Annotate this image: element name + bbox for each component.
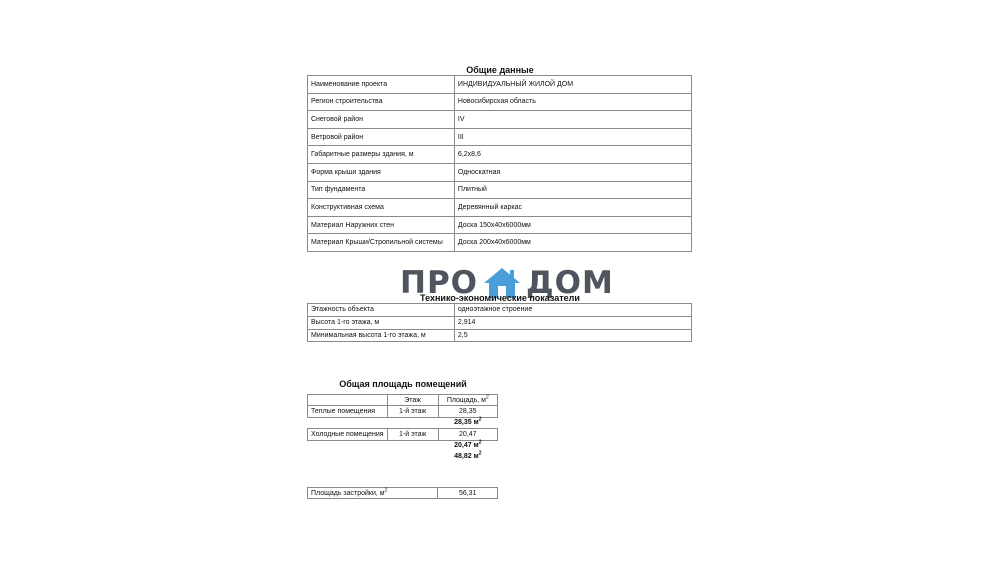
row-value: 6,2х8,6 xyxy=(454,146,691,164)
cold-total: 20,47 $м^2$ xyxy=(454,439,482,450)
row-value: III xyxy=(454,128,691,146)
grand-total: 48,82 $м^2$ xyxy=(454,450,482,460)
table-row xyxy=(308,76,692,94)
cold-rooms-label: Холодные помещения xyxy=(308,429,388,440)
row-value: Деревянный каркас xyxy=(454,199,691,217)
row-value: Доска 150х40х6000мм xyxy=(454,216,691,234)
row-label: Высота 1-го этажа, м xyxy=(308,316,455,329)
row-label: Этажность объекта xyxy=(308,304,455,317)
row-label: Конструктивная схема xyxy=(308,199,455,217)
grand-total-row xyxy=(308,451,498,461)
row-label: Тип фундамента xyxy=(308,181,455,199)
row-label: Материал Крыши/Стропильной системы xyxy=(308,234,455,252)
logo-text-left: ПРО xyxy=(400,264,479,301)
row-label: Минимальная высота 1-го этажа, м xyxy=(308,329,455,342)
general-title: Общие данные xyxy=(466,65,534,75)
row-label: Габаритные размеры здания, м xyxy=(308,146,455,164)
tech-title: Технико-экономические показатели xyxy=(420,293,580,303)
warm-rooms-area: 28,35 xyxy=(438,406,497,417)
area-table xyxy=(307,394,498,461)
row-value: одноэтажное строение xyxy=(454,304,691,317)
table-row xyxy=(308,216,692,234)
warm-total-row xyxy=(308,417,498,428)
warm-rooms-label: Теплые помещения xyxy=(308,406,388,417)
building-area-row xyxy=(308,488,498,499)
cold-total-row xyxy=(308,440,498,451)
warm-total: 28,35 $м^2$ xyxy=(454,417,482,427)
warm-rooms-floor: 1-й этаж xyxy=(387,406,438,417)
table-row xyxy=(308,199,692,217)
table-row xyxy=(308,234,692,252)
table-row xyxy=(308,146,692,164)
row-value: Новосибирская область xyxy=(454,93,691,111)
table-row xyxy=(308,128,692,146)
row-value: 2,914 xyxy=(454,316,691,329)
table-row xyxy=(308,93,692,111)
row-value: IV xyxy=(454,111,691,129)
table-row xyxy=(308,163,692,181)
table-row xyxy=(308,329,692,342)
cold-rooms-area: 20,47 xyxy=(438,429,497,440)
area-header-floor: Этаж xyxy=(387,395,438,406)
row-label: Наименование проекта xyxy=(308,76,455,94)
table-row xyxy=(308,181,692,199)
row-value: Односкатная xyxy=(454,163,691,181)
table-row xyxy=(308,111,692,129)
logo-text-right: ДОМ xyxy=(526,264,614,301)
table-row xyxy=(308,304,692,317)
building-area-label: Площадь застройки, $м^2$ xyxy=(308,488,438,499)
area-header-area: Площадь, $м^2$ xyxy=(438,395,497,406)
building-area-value: 56,31 xyxy=(438,488,498,499)
building-area-table xyxy=(307,487,498,499)
table-row xyxy=(308,316,692,329)
row-value: Доска 200х40х6000мм xyxy=(454,234,691,252)
row-value: ИНДИВИДУАЛЬНЫЙ ЖИЛОЙ ДОМ xyxy=(454,76,691,94)
area-title: Общая площадь помещений xyxy=(339,379,467,389)
row-label: Ветровой район xyxy=(308,128,455,146)
row-value: Плитный xyxy=(454,181,691,199)
area-header-empty xyxy=(308,395,388,406)
row-label: Материал Наружних стен xyxy=(308,216,455,234)
row-label: Снеговой район xyxy=(308,111,455,129)
cold-rooms-row xyxy=(308,429,498,440)
general-data-table xyxy=(307,75,692,252)
cold-rooms-floor: 1-й этаж xyxy=(387,429,438,440)
row-label: Форма крыши здания xyxy=(308,163,455,181)
tech-indicators-table xyxy=(307,303,692,342)
row-label: Регион строительства xyxy=(308,93,455,111)
warm-rooms-row xyxy=(308,406,498,417)
area-header-row xyxy=(308,395,498,406)
row-value: 2,5 xyxy=(454,329,691,342)
